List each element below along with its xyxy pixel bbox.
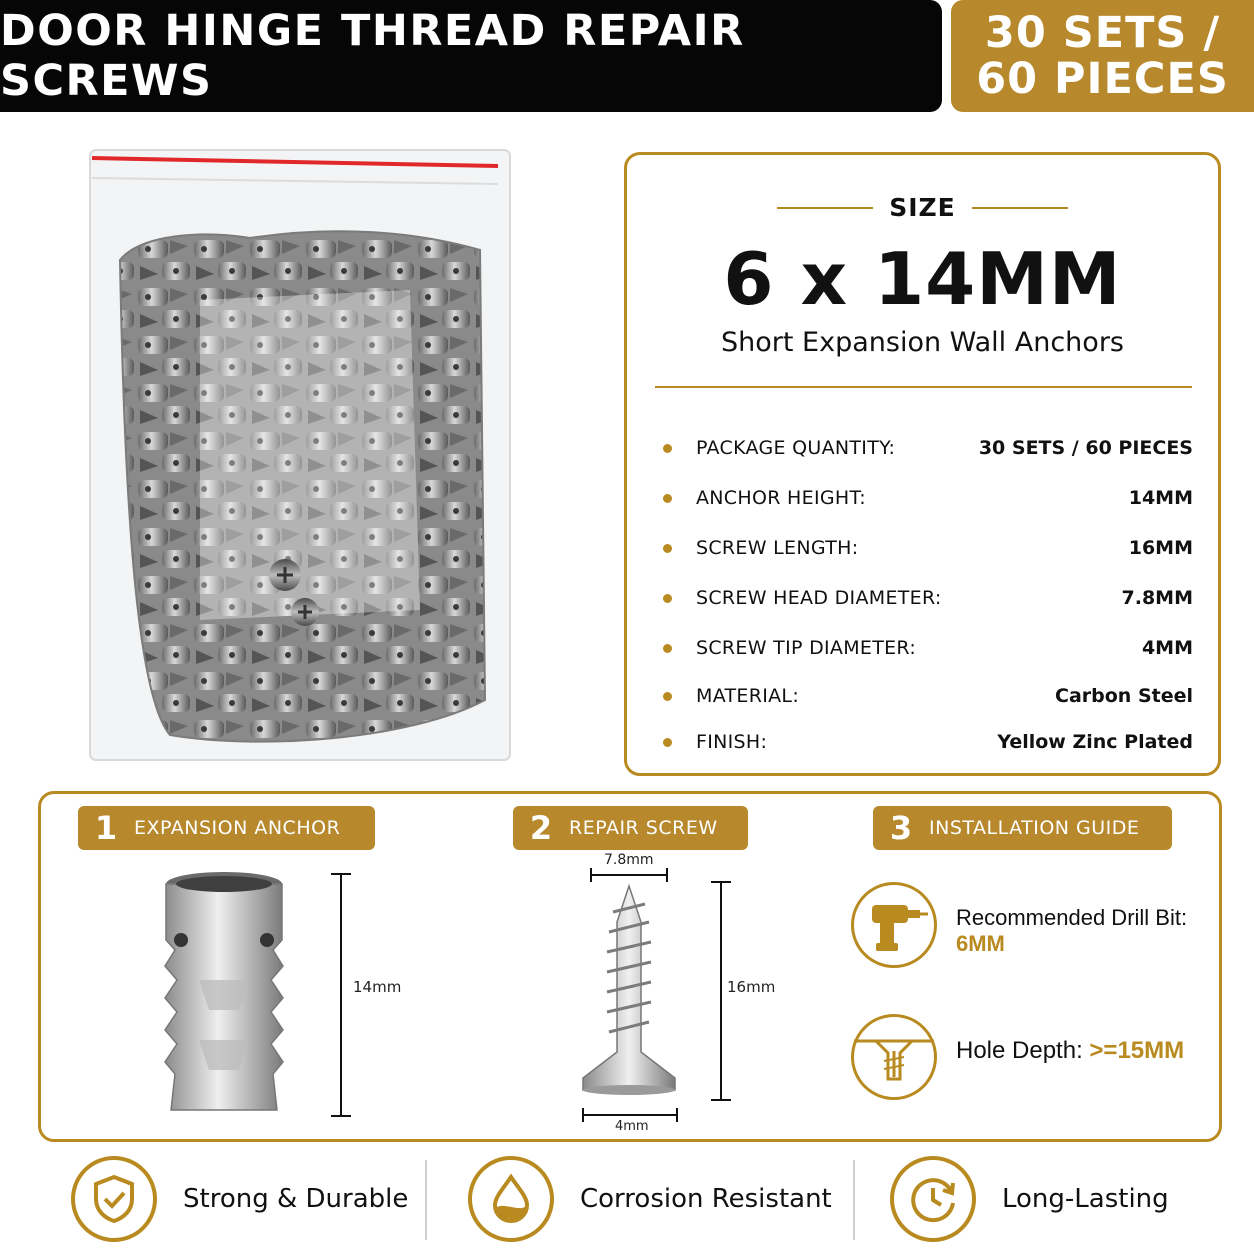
section-guide-header [873,806,1172,850]
screw-head-marker [589,868,669,882]
spec-row [663,673,1193,719]
section-anchor-header [78,806,375,850]
quantity-badge [951,0,1254,112]
section-number: 3 [889,809,913,847]
feature-long-lasting [890,1156,1169,1242]
section-title: REPAIR SCREW [569,817,718,839]
divider [425,1160,427,1240]
spec-row [663,473,1193,523]
spec-label: SCREW HEAD DIAMETER: [696,587,942,609]
spec-value: Yellow Zinc Plated [997,731,1193,753]
shield-check-icon [71,1156,157,1242]
size-label: SIZE [889,193,956,222]
spec-card [624,152,1221,776]
product-bag-image [80,140,520,770]
anchor-image [159,870,289,1120]
spec-value: Carbon Steel [1055,685,1193,707]
screw-length-label: 16mm [727,978,776,996]
anchor-height-marker [329,872,353,1118]
bullet-icon [663,692,672,701]
screw-head-label: 7.8mm [604,852,654,868]
spec-label: SCREW TIP DIAMETER: [696,637,917,659]
spec-divider [655,386,1192,388]
section-title: INSTALLATION GUIDE [929,817,1140,839]
drill-bit-value: 6MM [956,931,1005,956]
section-number: 2 [529,809,553,847]
feature-label: Corrosion Resistant [580,1184,832,1214]
spec-row [663,719,1193,765]
spec-label: MATERIAL: [696,685,800,707]
drill-bit-label: Recommended Drill Bit: [956,905,1188,930]
water-drop-icon [468,1156,554,1242]
feature-label: Strong & Durable [183,1184,409,1214]
size-heading [627,193,1218,222]
spec-value: 4MM [1141,637,1193,659]
drill-icon [851,882,937,968]
detail-card [38,791,1222,1142]
bullet-icon [663,444,672,453]
spec-label: SCREW LENGTH: [696,537,859,559]
hole-depth-info [956,1037,1184,1065]
bullet-icon [663,594,672,603]
quantity-badge-line1: 30 SETS / [984,8,1221,58]
section-title: EXPANSION ANCHOR [134,817,341,839]
section-number: 1 [94,809,118,847]
spec-label: ANCHOR HEIGHT: [696,487,866,509]
size-subtitle: Short Expansion Wall Anchors [721,327,1124,358]
spec-row [663,523,1193,573]
divider [853,1160,855,1240]
page-title: DOOR HINGE THREAD REPAIR SCREWS [0,6,745,106]
bullet-icon [663,544,672,553]
spec-value: 30 SETS / 60 PIECES [978,437,1193,459]
spec-row [663,623,1193,673]
section-screw-header [513,806,748,850]
screw-image [579,882,679,1102]
bullet-icon [663,644,672,653]
clock-icon [890,1156,976,1242]
spec-value: 14MM [1128,487,1193,509]
spec-row [663,573,1193,623]
quantity-badge-line2: 60 PIECES [976,54,1229,104]
anchor-height-label: 14mm [353,978,402,996]
spec-row [663,423,1193,473]
screw-tip-label: 4mm [615,1119,649,1134]
title-banner [0,0,942,112]
hole-depth-label: Hole Depth: [956,1037,1090,1064]
bullet-icon [663,494,672,503]
spec-label: FINISH: [696,731,768,753]
spec-value: 16MM [1128,537,1193,559]
feature-label: Long-Lasting [1002,1184,1169,1214]
feature-corrosion [468,1156,832,1242]
bullet-icon [663,738,672,747]
hole-depth-icon [851,1014,937,1100]
size-value: 6 x 14MM [723,237,1122,321]
spec-list [663,423,1193,765]
spec-value: 7.8MM [1121,587,1193,609]
feature-strong [71,1156,408,1242]
drill-bit-info [956,905,1219,957]
hole-depth-value: >=15MM [1089,1037,1185,1064]
spec-label: PACKAGE QUANTITY: [696,437,896,459]
